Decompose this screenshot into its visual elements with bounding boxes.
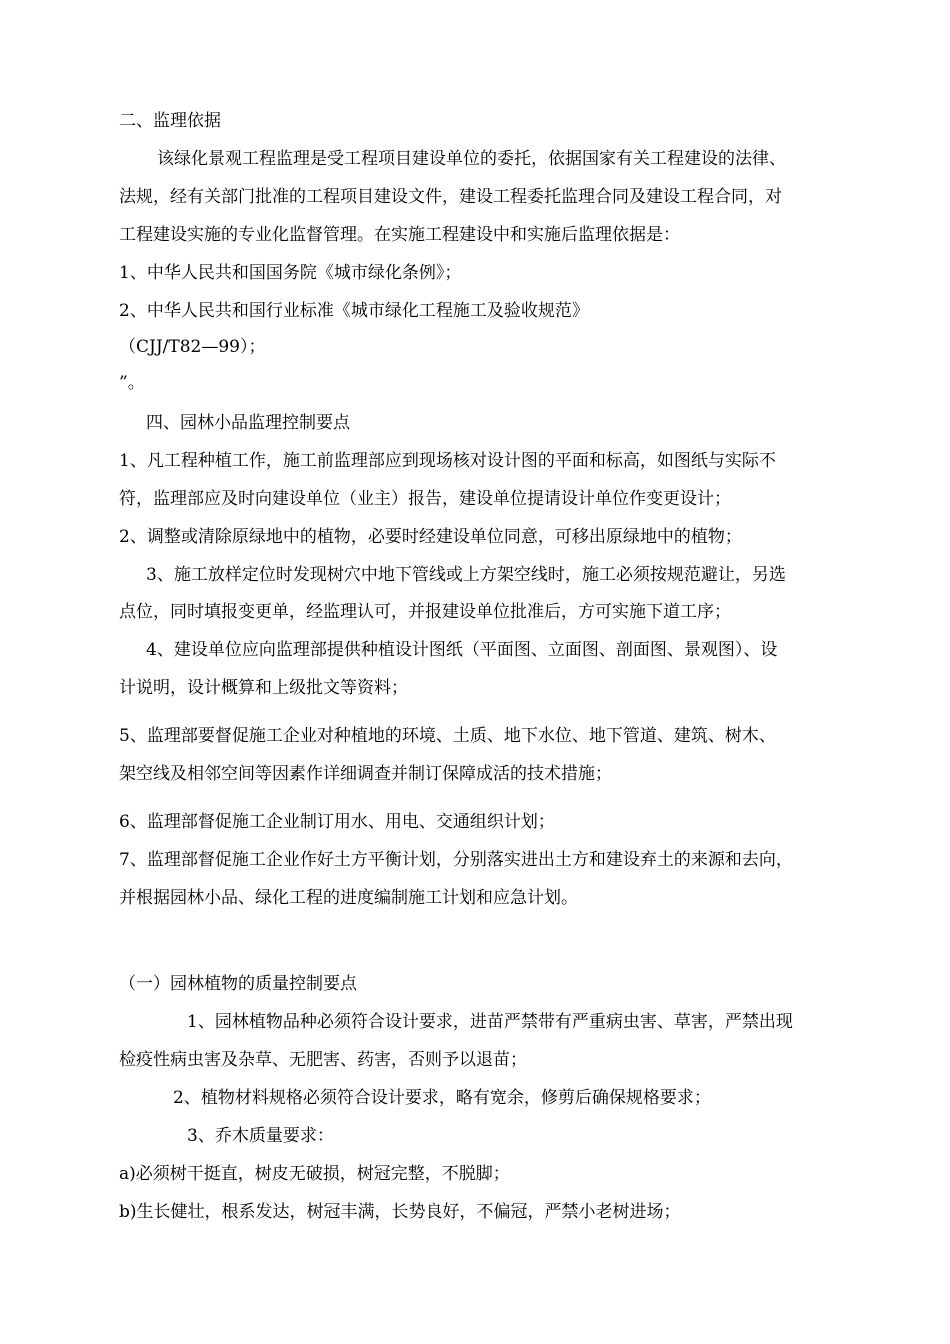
- list-item: 6、监理部督促施工企业制订用水、用电、交通组织计划；: [119, 812, 555, 832]
- list-item: 1、中华人民共和国国务院《城市绿化条例》；: [119, 263, 462, 283]
- list-item: 3、施工放样定位时发现树穴中地下管线或上方架空线时，施工必须按规范避让，另选: [146, 565, 786, 585]
- list-item-continuation: 计说明，设计概算和上级批文等资料；: [119, 678, 408, 698]
- list-item: 2、植物材料规格必须符合设计要求，略有宽余，修剪后确保规格要求；: [173, 1088, 711, 1108]
- list-item: 1、凡工程种植工作，施工前监理部应到现场核对设计图的平面和标高，如图纸与实际不: [119, 451, 776, 471]
- list-item: a)必须树干挺直，树皮无破损，树冠完整，不脱脚；: [119, 1164, 510, 1184]
- paragraph-line: 该绿化景观工程监理是受工程项目建设单位的委托，依据国家有关工程建设的法律、: [157, 149, 786, 169]
- paragraph-line: 工程建设实施的专业化监督管理。在实施工程建设中和实施后监理依据是：: [119, 225, 680, 245]
- list-item-continuation: 检疫性病虫害及杂草、无肥害、药害，否则予以退苗；: [119, 1050, 527, 1070]
- list-item: 1、园林植物品种必须符合设计要求，进苗严禁带有严重病虫害、草害，严禁出现: [187, 1012, 793, 1032]
- list-item: 2、中华人民共和国行业标准《城市绿化工程施工及验收规范》: [119, 301, 589, 321]
- list-item-continuation: 点位，同时填报变更单，经监理认可，并报建设单位批准后，方可实施下道工序；: [119, 602, 731, 622]
- list-item-continuation: 并根据园林小品、绿化工程的进度编制施工计划和应急计划。: [119, 888, 578, 908]
- list-item-continuation: 架空线及相邻空间等因素作详细调查并制订保障成活的技术措施；: [119, 764, 612, 784]
- list-item: 2、调整或清除原绿地中的植物，必要时经建设单位同意，可移出原绿地中的植物；: [119, 527, 742, 547]
- list-item: 4、建设单位应向监理部提供种植设计图纸（平面图、立面图、剖面图、景观图）、设: [146, 640, 778, 660]
- list-item: 7、监理部督促施工企业作好土方平衡计划，分别落实进出土方和建设弃土的来源和去向，: [119, 850, 793, 870]
- section-heading-basis: 二、监理依据: [119, 111, 221, 131]
- list-item-continuation: （CJJ/T82—99）；: [119, 337, 266, 357]
- list-item: 5、监理部要督促施工企业对种植地的环境、土质、地下水位、地下管道、建筑、树木、: [119, 726, 776, 746]
- list-item: b)生长健壮，根系发达，树冠丰满，长势良好，不偏冠，严禁小老树进场；: [119, 1202, 681, 1222]
- list-item: 3、乔木质量要求：: [187, 1126, 334, 1146]
- list-item-continuation: 符，监理部应及时向建设单位（业主）报告，建设单位提请设计单位作变更设计；: [119, 489, 731, 509]
- section-heading-garden: 四、园林小品监理控制要点: [146, 413, 350, 433]
- subsection-heading-plant-quality: （一）园林植物的质量控制要点: [119, 974, 357, 994]
- stray-text: ”。: [119, 373, 145, 393]
- paragraph-line: 法规，经有关部门批准的工程项目建设文件，建设工程委托监理合同及建设工程合同，对: [119, 187, 782, 207]
